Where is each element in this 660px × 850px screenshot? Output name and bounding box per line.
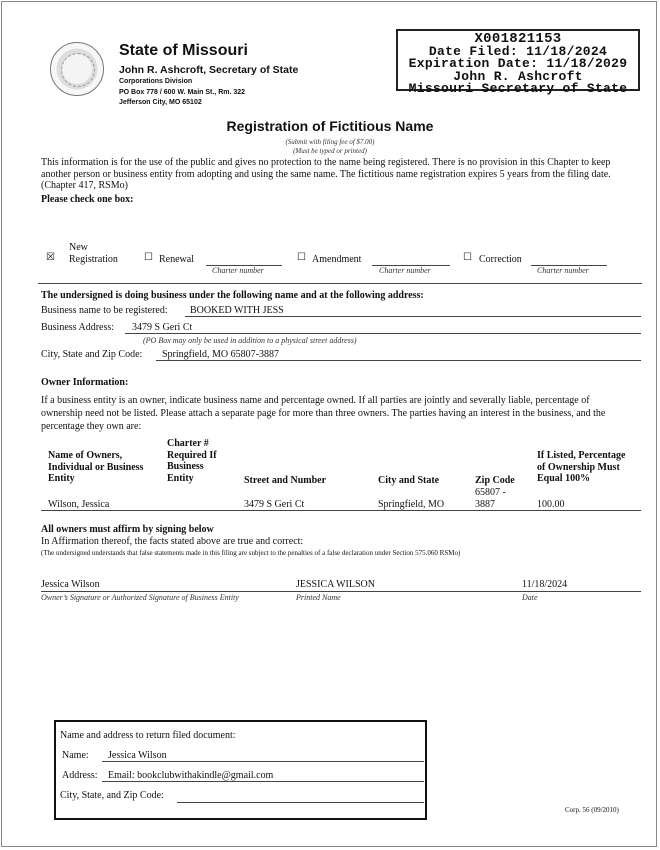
affirm-legal: (The undersigned understands that false statements made in this filing are subject to the penalties of a false declaration under Section 575.060 RSMo) <box>41 549 461 557</box>
owner-city-cell: Springfield, MO <box>378 499 445 510</box>
new-label-line1: New <box>69 242 88 253</box>
table-bottom-rule <box>41 510 641 511</box>
division-name: Corporations Division <box>119 78 193 85</box>
form-title: Registration of Fictitious Name <box>226 118 434 134</box>
po-box-note: (PO Box may only be used in addition to a physical street address) <box>143 336 357 345</box>
form-id: Corp. 56 (09/2010) <box>565 806 619 814</box>
intro-text: This information is for the use of the public and gives no protection to the name being registered. There is no provision in this Chapter to keep another person or business entity from adopting and using the same name. The fictitious name registration expires 5 years from the filing date. (Chapter 417, RSMo) <box>41 157 611 191</box>
business-name-field[interactable]: BOOKED WITH JESS <box>185 305 641 317</box>
amendment-charter-label: Charter number <box>379 266 431 275</box>
renewal-label: Renewal <box>159 254 194 265</box>
return-address-label: Address: <box>62 770 98 781</box>
affirm-line: In Affirmation thereof, the facts stated above are true and correct: <box>41 536 304 547</box>
section-divider <box>38 283 642 284</box>
renewal-charter-label: Charter number <box>212 266 264 275</box>
business-address-label: Business Address: <box>41 322 115 333</box>
business-address-field[interactable]: 3479 S Geri Ct <box>125 322 641 334</box>
division-address-1: PO Box 778 / 600 W. Main St., Rm. 322 <box>119 89 246 96</box>
stamp-official: John R. Ashcroft <box>453 68 583 84</box>
state-title: State of Missouri <box>119 42 248 59</box>
business-heading: The undersigned is doing business under the following name and at the following address: <box>41 290 424 301</box>
col-zip-header: Zip Code <box>475 475 515 486</box>
typed-note: (Must be typed or printed) <box>293 147 367 155</box>
amendment-label: Amendment <box>312 254 362 265</box>
correction-charter-label: Charter number <box>537 266 589 275</box>
return-csz-label: City, State, and Zip Code: <box>60 790 164 801</box>
csz-field[interactable]: Springfield, MO 65807-3887 <box>156 349 641 361</box>
division-address-2: Jefferson City, MO 65102 <box>119 99 202 106</box>
filing-number: X001821153 <box>474 31 562 47</box>
new-label-line2: Registration <box>69 254 118 265</box>
correction-label: Correction <box>479 254 522 265</box>
printed-name[interactable]: JESSICA WILSON <box>296 579 375 590</box>
return-csz-field[interactable] <box>177 790 424 803</box>
col-city-header: City and State <box>378 475 440 486</box>
owner-name-cell: Wilson, Jessica <box>48 499 110 510</box>
owner-signature[interactable]: Jessica Wilson <box>41 579 100 590</box>
owner-heading: Owner Information: <box>41 377 129 388</box>
col-street-header: Street and Number <box>244 475 327 486</box>
owner-zip-cell-line2: 3887 <box>475 499 495 510</box>
correction-checkbox[interactable]: ☐ <box>463 252 472 263</box>
renewal-checkbox[interactable]: ☐ <box>144 252 153 263</box>
filing-stamp <box>396 29 640 96</box>
missouri-seal-icon <box>50 42 104 96</box>
expiration-date: Expiration Date: 11/18/2029 <box>408 56 628 71</box>
return-heading: Name and address to return filed document: <box>60 730 236 741</box>
signature-rule <box>41 591 641 592</box>
col-charter-header: Charter # Required If Business Entity <box>167 438 217 484</box>
printed-name-label: Printed Name <box>296 593 341 602</box>
signature-date[interactable]: 11/18/2024 <box>522 579 568 590</box>
secretary-name: John R. Ashcroft, Secretary of State <box>119 64 299 76</box>
affirm-heading: All owners must affirm by signing below <box>41 524 214 535</box>
stamp-office: Missouri Secretary of State <box>408 81 628 96</box>
check-one-label: Please check one box: <box>41 194 134 205</box>
owner-zip-cell-line1: 65807 - <box>475 487 506 498</box>
csz-label: City, State and Zip Code: <box>41 349 143 360</box>
date-filed: Date Filed: 11/18/2024 <box>428 43 608 59</box>
return-address-box <box>54 720 427 820</box>
amendment-checkbox[interactable]: ☐ <box>297 252 306 263</box>
return-name-label: Name: <box>62 750 89 761</box>
date-label: Date <box>522 593 538 602</box>
return-name-field[interactable]: Jessica Wilson <box>102 750 424 762</box>
col-name-header: Name of Owners, Individual or Business Entity <box>48 450 144 484</box>
owner-street-cell: 3479 S Geri Ct <box>244 499 305 510</box>
business-name-label: Business name to be registered: <box>41 305 168 316</box>
signature-label: Owner’s Signature or Authorized Signature of Business Entity <box>41 593 239 602</box>
owner-instructions: If a business entity is an owner, indicate business name and percentage owned. If all parties are jointly and severally liable, percentage of ownership need not be listed. Please attach a separate page for more than three owners. The parties having an interest in the business, and the percentage they own are: <box>41 395 606 432</box>
new-registration-checkbox[interactable]: ☒ <box>46 252 55 263</box>
col-pct-header: If Listed, Percentage of Ownership Must Equal 100% <box>537 450 626 484</box>
fee-note: (Submit with filing fee of $7.00) <box>285 138 375 146</box>
return-address-field[interactable]: Email: bookclubwithakindle@gmail.com <box>102 770 424 782</box>
owner-pct-cell: 100.00 <box>537 499 565 510</box>
